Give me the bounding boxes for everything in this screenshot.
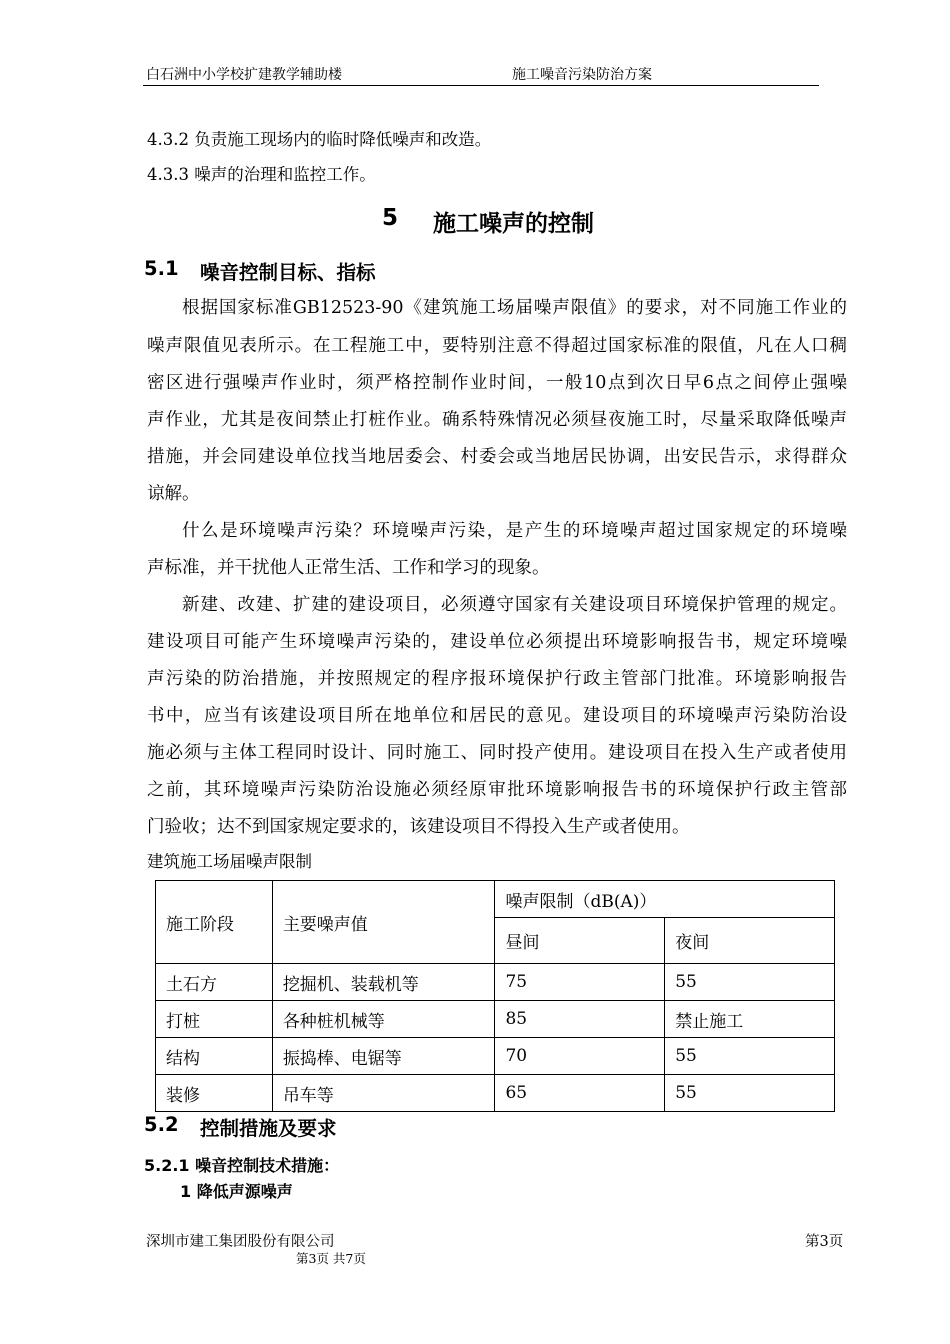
header-nighttime: 夜间 xyxy=(665,918,835,964)
section-5-1-number: 5.1 xyxy=(144,257,179,280)
cell-source: 挖掘机、装载机等 xyxy=(272,964,495,1001)
paragraph-3-line: 建设项目可能产生环境噪声污染的，建设单位必须提出环境影响报告书，规定环境噪 xyxy=(147,632,847,652)
cell-night: 禁止施工 xyxy=(665,1001,835,1038)
section-5-2-1-title: 5.2.1 噪音控制技术措施： xyxy=(144,1156,340,1175)
cell-stage: 装修 xyxy=(156,1075,273,1112)
cell-day: 65 xyxy=(495,1075,665,1112)
paragraph-1-line: 根据国家标准GB12523-90《建筑施工场届噪声限值》的要求，对不同施工作业的 xyxy=(182,298,847,318)
paragraph-2-line: 声标准，并干扰他人正常生活、工作和学习的现象。 xyxy=(147,558,550,578)
paragraph-2-line: 什么是环境噪声污染？环境噪声污染，是产生的环境噪声超过国家规定的环境噪 xyxy=(182,521,847,541)
paragraph-3-line: 施必须与主体工程同时设计、同时施工、同时投产使用。建设项目在投入生产或者使用 xyxy=(147,743,847,763)
paragraph-1-line: 声作业，尤其是夜间禁止打桩作业。确系特殊情况必须昼夜施工时，尽量采取降低噪声 xyxy=(147,410,847,430)
footer-company: 深圳市建工集团股份有限公司 xyxy=(146,1234,335,1250)
table-row xyxy=(156,1075,835,1112)
cell-source: 振捣棒、电锯等 xyxy=(272,1038,495,1075)
section-5-1-title: 噪音控制目标、指标 xyxy=(200,261,376,284)
section-5-number: 5 xyxy=(382,205,399,231)
cell-stage: 土石方 xyxy=(156,964,273,1001)
paragraph-3-line: 书中，应当有该建设项目所在地单位和居民的意见。建设项目的环境噪声污染防治设 xyxy=(147,706,847,726)
cell-source: 各种桩机械等 xyxy=(272,1001,495,1038)
paragraph-3-line: 门验收；达不到国家规定要求的，该建设项目不得投入生产或者使用。 xyxy=(147,817,690,837)
footer-page-number: 第3页 xyxy=(805,1234,844,1250)
paragraph-1-line: 密区进行强噪声作业时，须严格控制作业时间，一般10点到次日早6点之间停止强噪 xyxy=(147,373,847,393)
cell-source: 吊车等 xyxy=(272,1075,495,1112)
paragraph-1-line: 措施，并会同建设单位找当地居委会、村委会或当地居民协调，出安民告示，求得群众 xyxy=(147,447,847,467)
section-5-2-title: 控制措施及要求 xyxy=(200,1117,337,1140)
paragraph-3-line: 之前，其环境噪声污染防治设施必须经原审批环境影响报告书的环境保护行政主管部 xyxy=(147,780,847,800)
cell-day: 85 xyxy=(495,1001,665,1038)
cell-day: 70 xyxy=(495,1038,665,1075)
item-4-3-2: 4.3.2 负责施工现场内的临时降低噪声和改造。 xyxy=(147,130,492,149)
table-row xyxy=(156,964,835,1001)
header-project-name: 白石洲中小学校扩建教学辅助楼 xyxy=(146,67,342,83)
section-5-2-number: 5.2 xyxy=(144,1113,179,1136)
paragraph-1-line: 谅解。 xyxy=(147,484,200,504)
paragraph-3-line: 新建、改建、扩建的建设项目，必须遵守国家有关建设项目环境保护管理的规定。 xyxy=(182,595,847,615)
subitem-1-title: 1 降低声源噪声 xyxy=(180,1182,293,1201)
cell-stage: 打桩 xyxy=(156,1001,273,1038)
paragraph-3-line: 声污染的防治措施，并按照规定的程序报环境保护行政主管部门批准。环境影响报告 xyxy=(147,669,847,689)
paragraph-1-line: 噪声限值见表所示。在工程施工中，要特别注意不得超过国家标准的限值，凡在人口稠 xyxy=(147,336,847,356)
cell-night: 55 xyxy=(665,1075,835,1112)
header-document-title: 施工噪音污染防治方案 xyxy=(512,67,652,83)
item-4-3-3: 4.3.3 噪声的治理和监控工作。 xyxy=(147,165,376,184)
table-row xyxy=(156,1038,835,1075)
cell-stage: 结构 xyxy=(156,1038,273,1075)
header-daytime: 昼间 xyxy=(495,918,665,964)
header-noise-limit: 噪声限制（dB(A)） xyxy=(495,881,835,918)
header-main-source: 主要噪声值 xyxy=(272,881,495,964)
table-caption: 建筑施工场届噪声限制 xyxy=(147,852,312,871)
noise-limit-table xyxy=(155,880,835,1112)
header-rule xyxy=(143,85,819,86)
footer-page-count: 第3页 共7页 xyxy=(296,1251,366,1266)
cell-day: 75 xyxy=(495,964,665,1001)
cell-night: 55 xyxy=(665,964,835,1001)
table-row xyxy=(156,1001,835,1038)
header-stage: 施工阶段 xyxy=(156,881,273,964)
cell-night: 55 xyxy=(665,1038,835,1075)
section-5-title: 施工噪声的控制 xyxy=(433,211,594,237)
